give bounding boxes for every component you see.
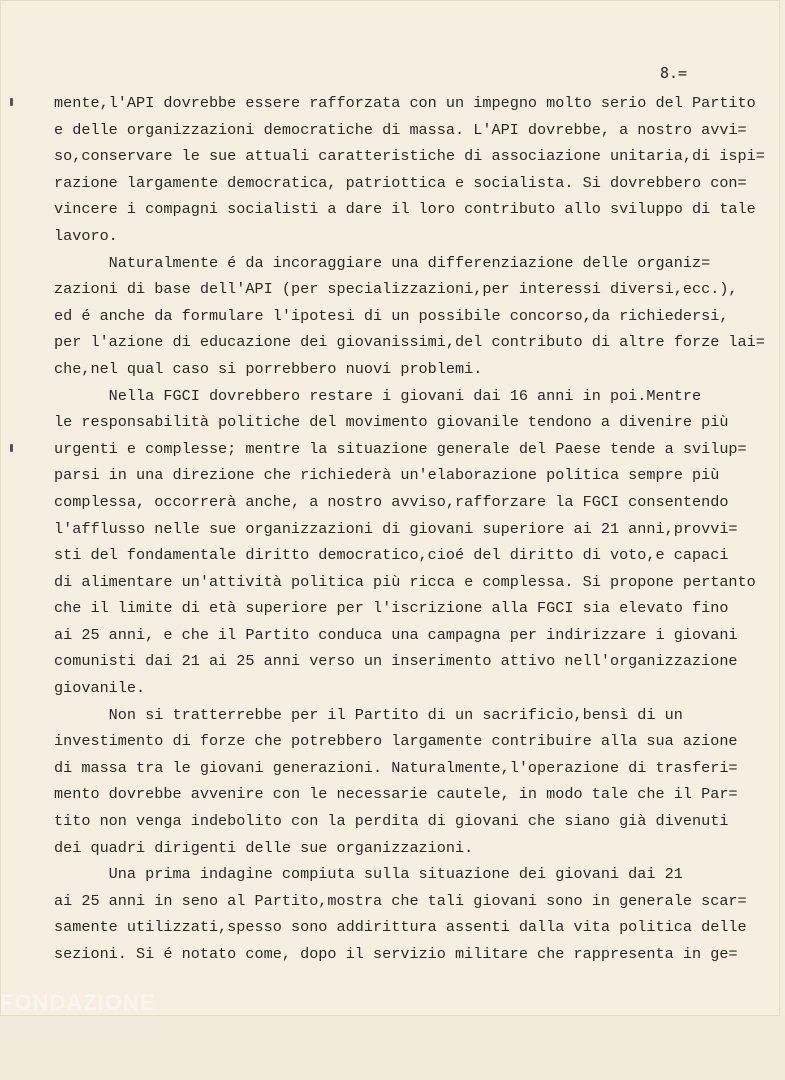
text-line: ai 25 anni, e che il Partito conduca una campagna per indirizzare i giovani — [54, 625, 738, 644]
text-line: complessa, occorrerà anche, a nostro avviso,rafforzare la FGCI consentendo — [54, 492, 729, 511]
text-line: ai 25 anni in seno al Partito,mostra che tali giovani sono in generale scar= — [54, 891, 747, 910]
text-line: per l'azione di educazione dei giovanissimi,del contributo di altre forze lai= — [54, 333, 765, 352]
text-line: mento dovrebbe avvenire con le necessarie cautele, in modo tale che il Par= — [54, 785, 738, 804]
text-line: sti del fondamentale diritto democratico,cioé del diritto di voto,e capaci — [54, 546, 729, 565]
text-line: investimento di forze che potrebbero largamente contribuire alla sua azione — [54, 732, 738, 751]
text-line: ed é anche da formulare l'ipotesi di un possibile concorso,da richiedersi, — [54, 306, 729, 325]
margin-tick-mark — [10, 444, 13, 452]
watermark: FONDAZIONE — [0, 990, 156, 1015]
text-line: samente utilizzati,spesso sono addirittura assenti dalla vita politica delle — [54, 918, 747, 937]
typewritten-text-body — [54, 90, 766, 968]
text-line: che il limite di età superiore per l'iscrizione alla FGCI sia elevato fino — [54, 599, 729, 618]
text-line: Naturalmente é da incoraggiare una differenziazione delle organiz= — [54, 253, 711, 272]
page-number: 8.= — [660, 64, 688, 82]
text-line: di massa tra le giovani generazioni. Naturalmente,l'operazione di trasferi= — [54, 758, 738, 777]
text-line: le responsabilità politiche del movimento giovanile tendono a divenire più — [54, 413, 729, 432]
text-line: zazioni di base dell'API (per specializzazioni,per interessi diversi,ecc.), — [54, 280, 738, 299]
text-line: urgenti e complesse; mentre la situazione generale del Paese tende a svilup= — [54, 439, 747, 458]
text-line: Una prima indagine compiuta sulla situazione dei giovani dai 21 — [54, 865, 683, 884]
text-line: l'afflusso nelle sue organizzazioni di giovani superiore ai 21 anni,provvi= — [54, 519, 738, 538]
text-line: vincere i compagni socialisti a dare il loro contributo allo sviluppo di tale — [54, 200, 756, 219]
text-line: dei quadri dirigenti delle sue organizzazioni. — [54, 838, 474, 857]
text-line: Nella FGCI dovrebbero restare i giovani dai 16 anni in poi.Mentre — [54, 386, 702, 405]
text-line: parsi in una direzione che richiederà un'elaborazione politica sempre più — [54, 466, 720, 485]
text-line: e delle organizzazioni democratiche di massa. L'API dovrebbe, a nostro avvi= — [54, 120, 747, 139]
text-line: Non si tratterrebbe per il Partito di un sacrificio,bensì di un — [54, 705, 683, 724]
text-line: razione largamente democratica, patriottica e socialista. Si dovrebbero con= — [54, 173, 747, 192]
text-line: lavoro. — [54, 226, 118, 245]
text-line: so,conservare le sue attuali caratteristiche di associazione unitaria,di ispi= — [54, 147, 765, 166]
text-line: comunisti dai 21 ai 25 anni verso un inserimento attivo nell'organizzazione — [54, 652, 738, 671]
text-line: tito non venga indebolito con la perdita di giovani che siano già divenuti — [54, 812, 729, 831]
scan-background-strip — [0, 1016, 785, 1080]
text-line: che,nel qual caso si porrebbero nuovi problemi. — [54, 359, 483, 378]
text-line: di alimentare un'attività politica più ricca e complessa. Si propone pertanto — [54, 572, 756, 591]
text-line: giovanile. — [54, 679, 146, 698]
text-line: mente,l'API dovrebbe essere rafforzata con un impegno molto serio del Partito — [54, 94, 756, 112]
text-line: sezioni. Si é notato come, dopo il servizio militare che rappresenta in ge= — [54, 945, 738, 963]
margin-tick-mark — [10, 98, 13, 106]
